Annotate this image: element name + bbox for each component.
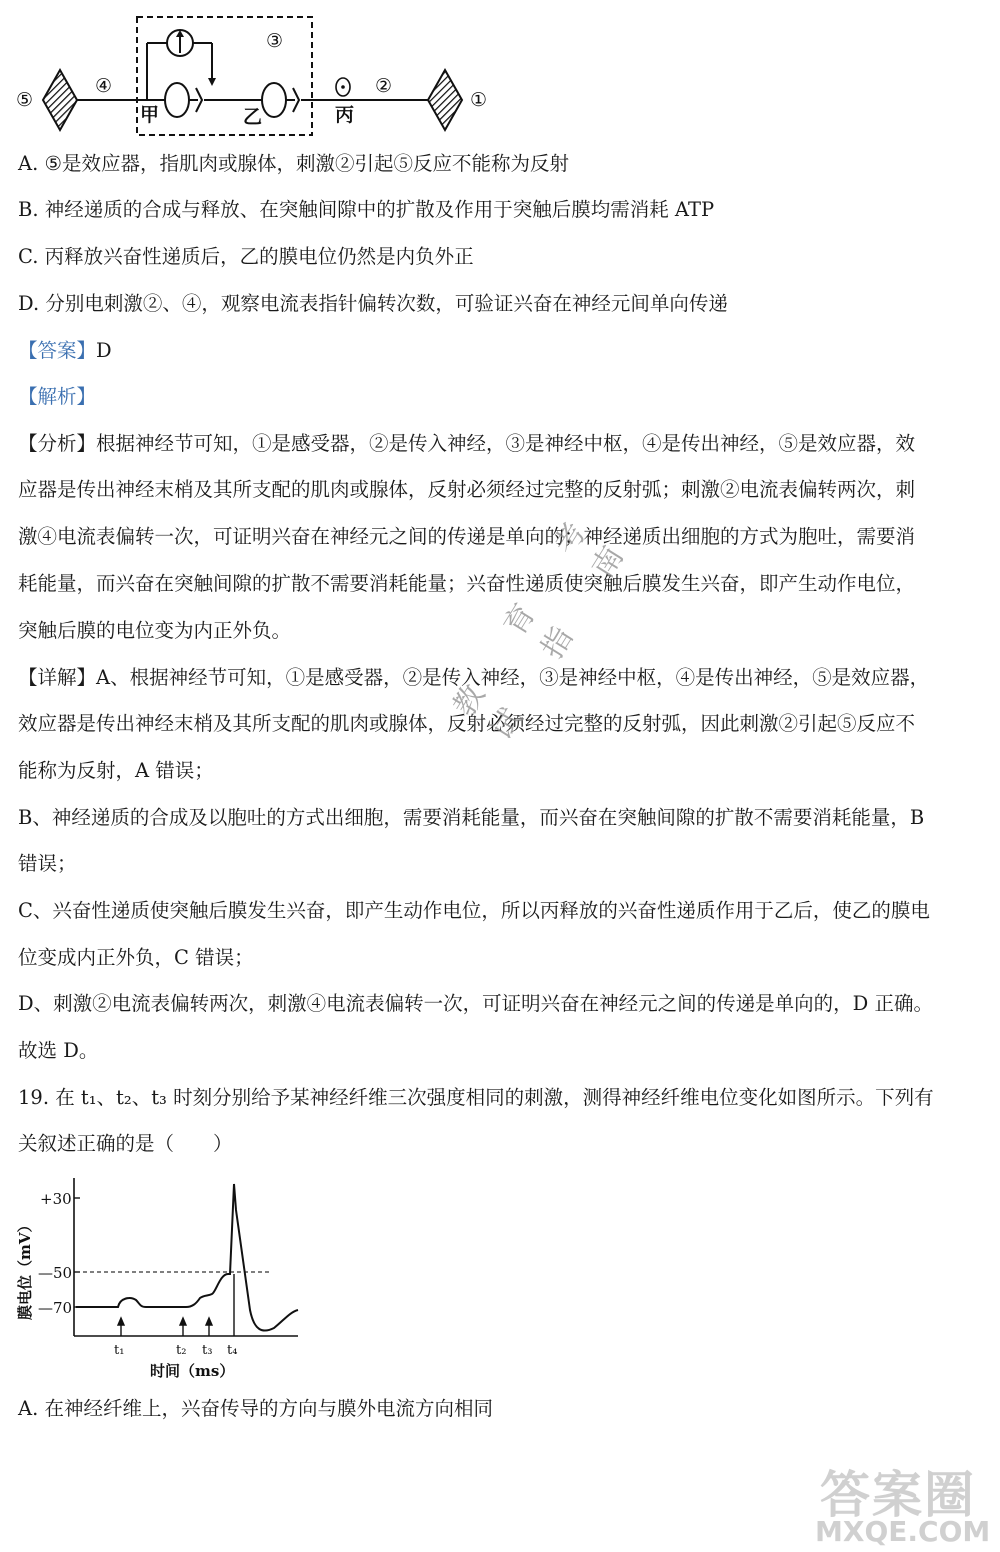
ytick-minus50: —50	[38, 1264, 73, 1282]
label-bing: 丙	[335, 104, 355, 126]
fenxi-line-4: 耗能量，而兴奋在突触间隙的扩散不需要消耗能量；兴奋性递质使突触后膜发生兴奋，即产生动作电位，	[18, 572, 916, 595]
potential-curve	[76, 1184, 298, 1331]
xiangjie-line-6: C、兴奋性递质使突触后膜发生兴奋，即产生动作电位，所以丙释放的兴奋性递质作用于乙后，使乙的膜电	[18, 899, 930, 922]
fenxi-line-3: 激④电流表偏转一次，可证明兴奋在神经元之间的传递是单向的；神经递质出细胞的方式为胞吐，需要消	[18, 525, 916, 548]
xiangjie-line-7: 位变成内正外负，C 错误；	[18, 946, 254, 969]
reflex-arc-diagram	[0, 0, 520, 145]
label-1: ①	[470, 89, 488, 111]
receptor-shape	[428, 70, 462, 130]
q18-option-c: C. 丙释放兴奋性递质后，乙的膜电位仍然是内负外正	[18, 245, 474, 268]
analysis-tag: 【解析】	[18, 385, 97, 408]
q18-option-d: D. 分别电刺激②、④，观察电流表指针偏转次数，可验证兴奋在神经元间单向传递	[18, 292, 728, 315]
xiangjie-line-5: 错误；	[18, 852, 77, 875]
answer-line	[18, 337, 988, 365]
xiangjie-line-4: B、神经递质的合成及以胞吐的方式出细胞，需要消耗能量，而兴奋在突触间隙的扩散不需要消耗能量，B	[18, 806, 925, 829]
logo-text: 答案圈	[820, 1466, 976, 1524]
label-2: ②	[375, 75, 393, 97]
effector-shape	[43, 70, 77, 130]
site-logo	[815, 1455, 1000, 1552]
label-jia: 甲	[140, 104, 160, 126]
xtick-t4: t₄	[227, 1343, 238, 1358]
fenxi-line-2: 应器是传出神经末梢及其所支配的肌肉或腺体，反射必须经过完整的反射弧；刺激②电流表偏转两次，刺	[18, 478, 916, 501]
ytick-plus30: +30	[40, 1190, 72, 1208]
xtick-t2: t₂	[176, 1343, 187, 1358]
fenxi-text-1: 根据神经节可知，①是感受器，②是传入神经，③是神经中枢，④是传出神经，⑤是效应器，效	[96, 432, 916, 455]
q18-option-b: B. 神经递质的合成与释放、在突触间隙中的扩散及作用于突触后膜均需消耗 ATP	[18, 198, 715, 221]
watermark: 教 育 考 试 指 南	[446, 493, 646, 747]
fenxi-tag: 【分析】	[18, 432, 97, 455]
label-4: ④	[95, 75, 113, 97]
neuron-yi-body	[262, 83, 286, 117]
xiangjie-line-2: 效应器是传出神经末梢及其所支配的肌肉或腺体，反射必须经过完整的反射弧，因此刺激②引起⑤反应不	[18, 712, 916, 735]
q19-stem-2: 关叙述正确的是（ ）	[18, 1132, 233, 1155]
label-3: ③	[266, 30, 284, 52]
xiangjie-text-1: A、根据神经节可知，①是感受器，②是传入神经，③是神经中枢，④是传出神经，⑤是效应器，	[96, 666, 930, 689]
neuron-jia-body	[165, 83, 189, 117]
membrane-potential-graph	[0, 1170, 320, 1385]
q18-option-a: A. ⑤是效应器，指肌肉或腺体，刺激②引起⑤反应不能称为反射	[18, 152, 569, 175]
stimulus-arrows	[118, 1318, 212, 1336]
label-yi: 乙	[243, 106, 263, 128]
fenxi-line-5: 突触后膜的电位变为内正外负。	[18, 619, 292, 642]
q19-stem-1: 19. 在 t₁、t₂、t₃ 时刻分别给予某神经纤维三次强度相同的刺激，测得神经纤维电位变化如图所示。下列有	[18, 1086, 934, 1109]
xiangjie-line-9: 故选 D。	[18, 1039, 99, 1062]
y-axis-label: 膜电位（mV）	[16, 1217, 34, 1320]
xiangjie-line-8: D、刺激②电流表偏转两次，刺激④电流表偏转一次，可证明兴奋在神经元之间的传递是单向的，D 正确。	[18, 992, 933, 1015]
ytick-minus70: —70	[38, 1299, 73, 1317]
xiangjie-tag: 【详解】	[18, 666, 97, 689]
q19-option-a: A. 在神经纤维上，兴奋传导的方向与膜外电流方向相同	[18, 1397, 493, 1420]
logo-url: MXQE.COM	[815, 1515, 991, 1548]
nerve-center-box	[137, 17, 312, 135]
answer-tag: 【答案】	[18, 339, 97, 362]
fenxi-line-1	[18, 430, 988, 458]
answer-value: D	[96, 339, 112, 362]
xtick-t3: t₃	[202, 1343, 213, 1358]
xtick-t1: t₁	[114, 1343, 125, 1358]
xiangjie-line-3: 能称为反射，A 错误；	[18, 759, 214, 782]
label-5: ⑤	[16, 89, 34, 111]
x-axis-label: 时间（ms）	[150, 1362, 235, 1380]
